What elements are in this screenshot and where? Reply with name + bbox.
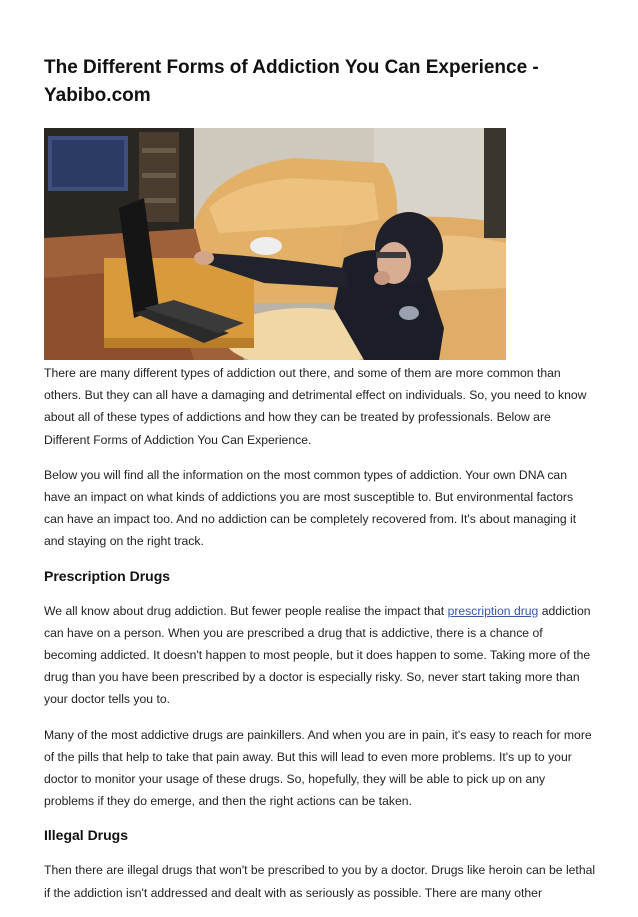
article-body xyxy=(44,362,596,917)
section-heading-illegal-drugs: Illegal Drugs xyxy=(44,827,129,844)
intro-paragraph-2: Below you will find all the information on the most common types of addiction. Your own DNA can have an impact on what kinds of addictions you are most susceptible to. But environmental factors can have an impact too. And no addiction can be completely recovered from. It's about managing it and staying on the right track. xyxy=(44,467,577,549)
section-heading-prescription-drugs: Prescription Drugs xyxy=(44,567,171,584)
intro-paragraph-1: There are many different types of addiction out there, and some of them are more common than others. But they can all have a damaging and detrimental effect on individuals. So, you need to know about all of these types of addictions and how they can be treated by professionals. Below are Different Forms of Addiction You Can Experience. xyxy=(44,366,587,447)
hero-image xyxy=(44,128,506,360)
illegal-paragraph-1: Then there are illegal drugs that won't be prescribed to you by a doctor. Drugs like heroin can be lethal if the addiction isn't addressed and dealt with as seriously as possible. There are many other xyxy=(44,863,596,900)
prescription-drug-link[interactable]: prescription drug xyxy=(447,603,539,618)
page-title: The Different Forms of Addiction You Can Experience - Yabibo.com xyxy=(44,57,539,106)
prescription-paragraph-2: Many of the most addictive drugs are painkillers. And when you are in pain, it's easy to reach for more of the pills that help to take that pain away. But this will lead to even more problems. It's up to your doctor to monitor your usage of these drugs. So, hopefully, they will be able to pick up on any problems if they do emerge, and then the right actions can be taken. xyxy=(44,727,592,809)
prescription-paragraph-1: We all know about drug addiction. But fewer people realise the impact that prescription drug addiction can have on a person. When you are prescribed a drug that is addictive, there is a chance of becoming addicted. It doesn't happen to most people, but it does happen to some. Taking more of the drug than you have been prescribed by a doctor is especially risky. So, never start taking more than your doctor tells you to. xyxy=(44,603,591,707)
